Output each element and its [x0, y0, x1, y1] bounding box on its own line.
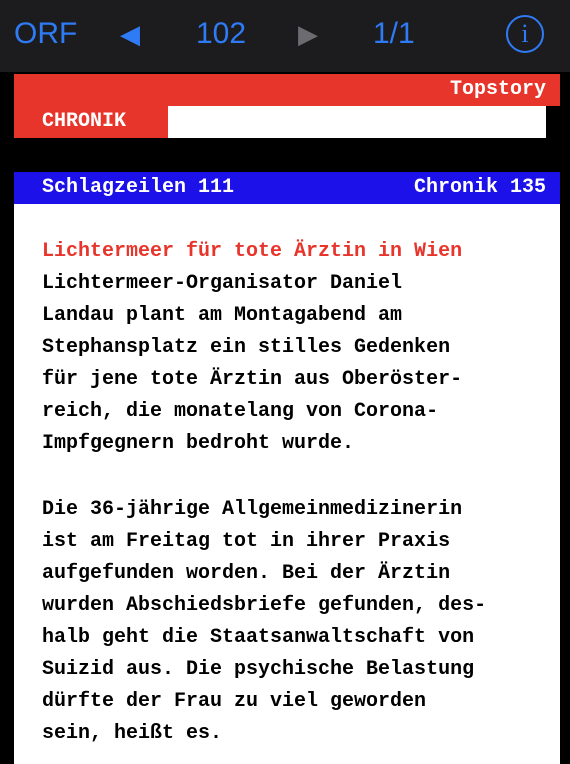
chronik-link[interactable]: Chronik 135 — [413, 176, 546, 199]
section-label: CHRONIK — [42, 110, 127, 133]
subpage-indicator[interactable]: 1/1 — [373, 17, 415, 50]
article-headline: Lichtermeer für tote Ärztin in Wien — [42, 240, 463, 263]
subnav-bar — [14, 172, 560, 204]
headlines-link[interactable]: Schlagzeilen 111 — [42, 176, 235, 199]
navigation-bar — [0, 0, 570, 72]
section-filler — [168, 106, 546, 138]
orf-brand-button[interactable]: ORF — [14, 17, 78, 50]
previous-page-icon[interactable]: ◀ — [120, 19, 140, 49]
section-bar — [14, 106, 168, 138]
topstory-bar — [14, 74, 560, 106]
article-content — [14, 204, 560, 764]
article-paragraph-2: Die 36-jährige Allgemeinmedizinerin ist am Freitag tot in ihrer Praxis aufgefunden worden. Bei der Ärztin wurden Abschiedsbriefe gefunden, des- halb geht die Staatsanwaltschaft von Suizid aus. Die psychische Belastung dürfte der Frau zu viel geworden sein, heißt es. — [42, 498, 487, 745]
article-paragraph-1: Lichtermeer-Organisator Daniel Landau plant am Montagabend am Stephansplatz ein stilles Gedenken für jene tote Ärztin aus Oberöster- reich, die monatelang von Corona- Impfgegnern bedroht wurde. — [42, 272, 463, 455]
topstory-label: Topstory — [449, 78, 546, 101]
next-page-icon[interactable]: ▶ — [298, 19, 318, 49]
page-number-button[interactable]: 102 — [196, 17, 247, 50]
info-icon[interactable]: i — [506, 15, 544, 53]
